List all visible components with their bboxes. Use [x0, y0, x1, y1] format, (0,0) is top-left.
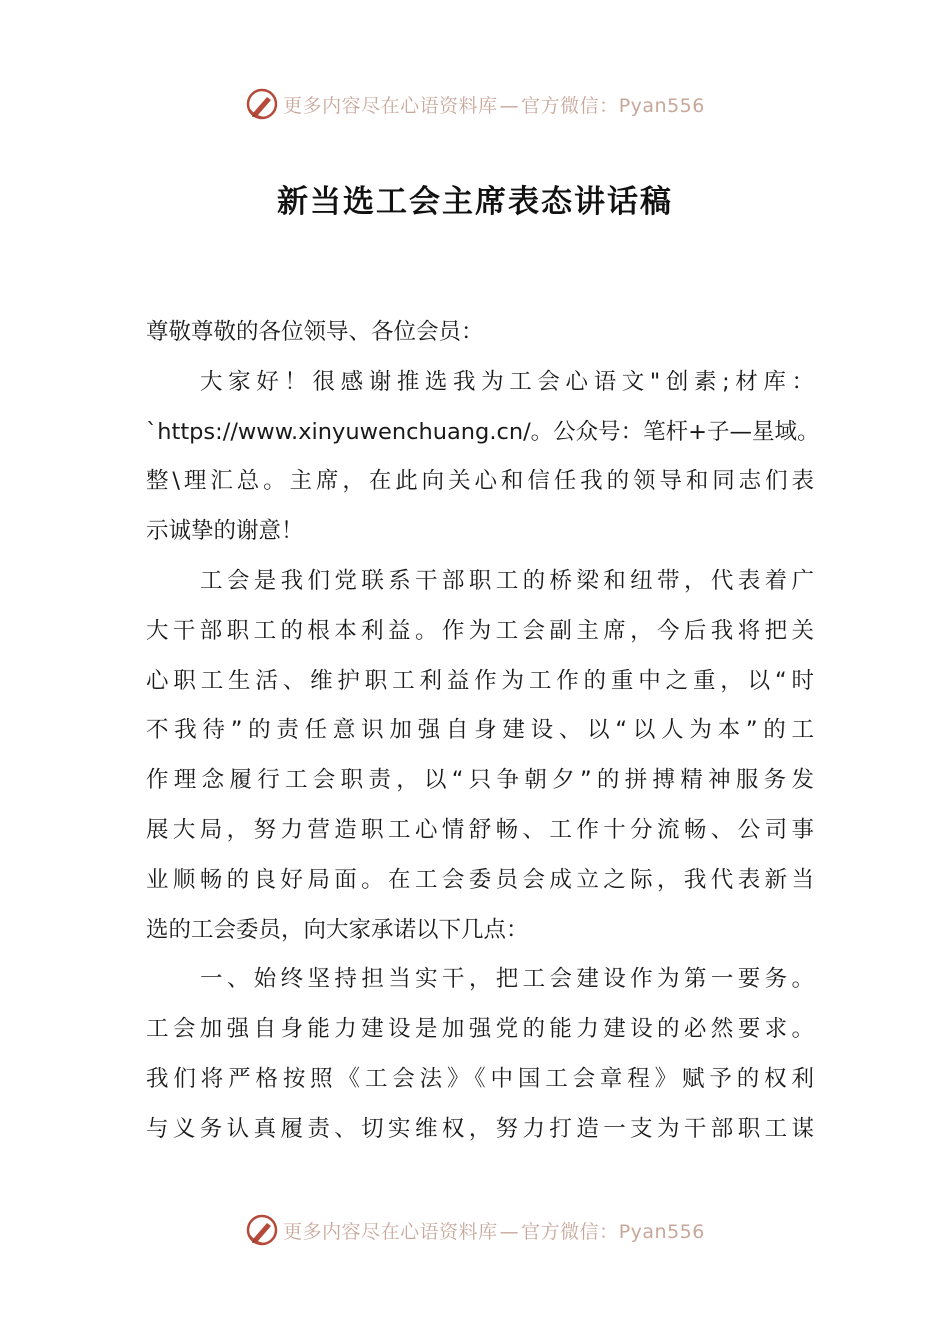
body-line: 不我待”的责任意识加强自身建设、以“以人为本”的工 — [146, 717, 814, 744]
salutation-line: 尊敬尊敬的各位领导、各位会员： — [146, 319, 484, 345]
body-line: 我们将严格按照《工会法》《中国工会章程》赋予的权利 — [146, 1065, 814, 1092]
body-line: 工会加强自身能力建设是加强党的能力建设的必然要求。 — [146, 1016, 814, 1043]
pen-logo-icon — [245, 87, 279, 121]
footer-source-text: 更多内容尽在心语资料库 — [283, 1220, 498, 1243]
section-heading-line: 一、始终坚持担当实干，把工会建设作为第一要务。 — [200, 966, 814, 993]
body-line: 业顺畅的良好局面。在工会委员会成立之际，我代表新当 — [146, 866, 814, 893]
footer-contact-id: Pyan556 — [618, 1220, 705, 1243]
pen-logo-icon — [245, 1213, 279, 1247]
body-line: 与义务认真履责、切实维权，努力打造一支为干部职工谋 — [146, 1115, 814, 1142]
body-line: 展大局，努力营造职工心情舒畅、工作十分流畅、公司事 — [146, 816, 814, 843]
header-separator: — — [499, 94, 520, 117]
body-line: 作理念履行工会职责，以“只争朝夕”的拼搏精神服务发 — [146, 767, 814, 794]
footer-contact-label: 官方微信： — [521, 1220, 619, 1243]
body-line: 大干部职工的根本利益。作为工会副主席，今后我将把关 — [146, 617, 814, 644]
body-line: 大家好！很感谢推选我为工会心语文"创素;材库： — [200, 368, 814, 395]
body-line: 示诚挚的谢意！ — [146, 518, 304, 545]
body-line: 整\理汇总。主席，在此向关心和信任我的领导和同志们表 — [146, 468, 814, 495]
document-body — [146, 308, 820, 1155]
body-line: `https://www.xinyuwenchuang.cn/。公众号：笔杆+子—星域。 — [146, 418, 820, 445]
body-line: 心职工生活、维护职工利益作为工作的重中之重，以“时 — [146, 667, 814, 694]
header-contact-label: 官方微信： — [521, 94, 619, 117]
document-title: 新当选工会主席表态讲话稿 — [277, 184, 673, 220]
header-contact-id: Pyan556 — [618, 94, 705, 117]
footer-separator: — — [499, 1220, 520, 1243]
body-line: 选的工会委员，向大家承诺以下几点： — [146, 916, 529, 943]
header-source-text: 更多内容尽在心语资料库 — [283, 94, 498, 117]
footer-watermark — [0, 1210, 950, 1250]
header-watermark — [0, 84, 950, 124]
body-line: 工会是我们党联系干部职工的桥梁和纽带，代表着广 — [200, 567, 814, 594]
